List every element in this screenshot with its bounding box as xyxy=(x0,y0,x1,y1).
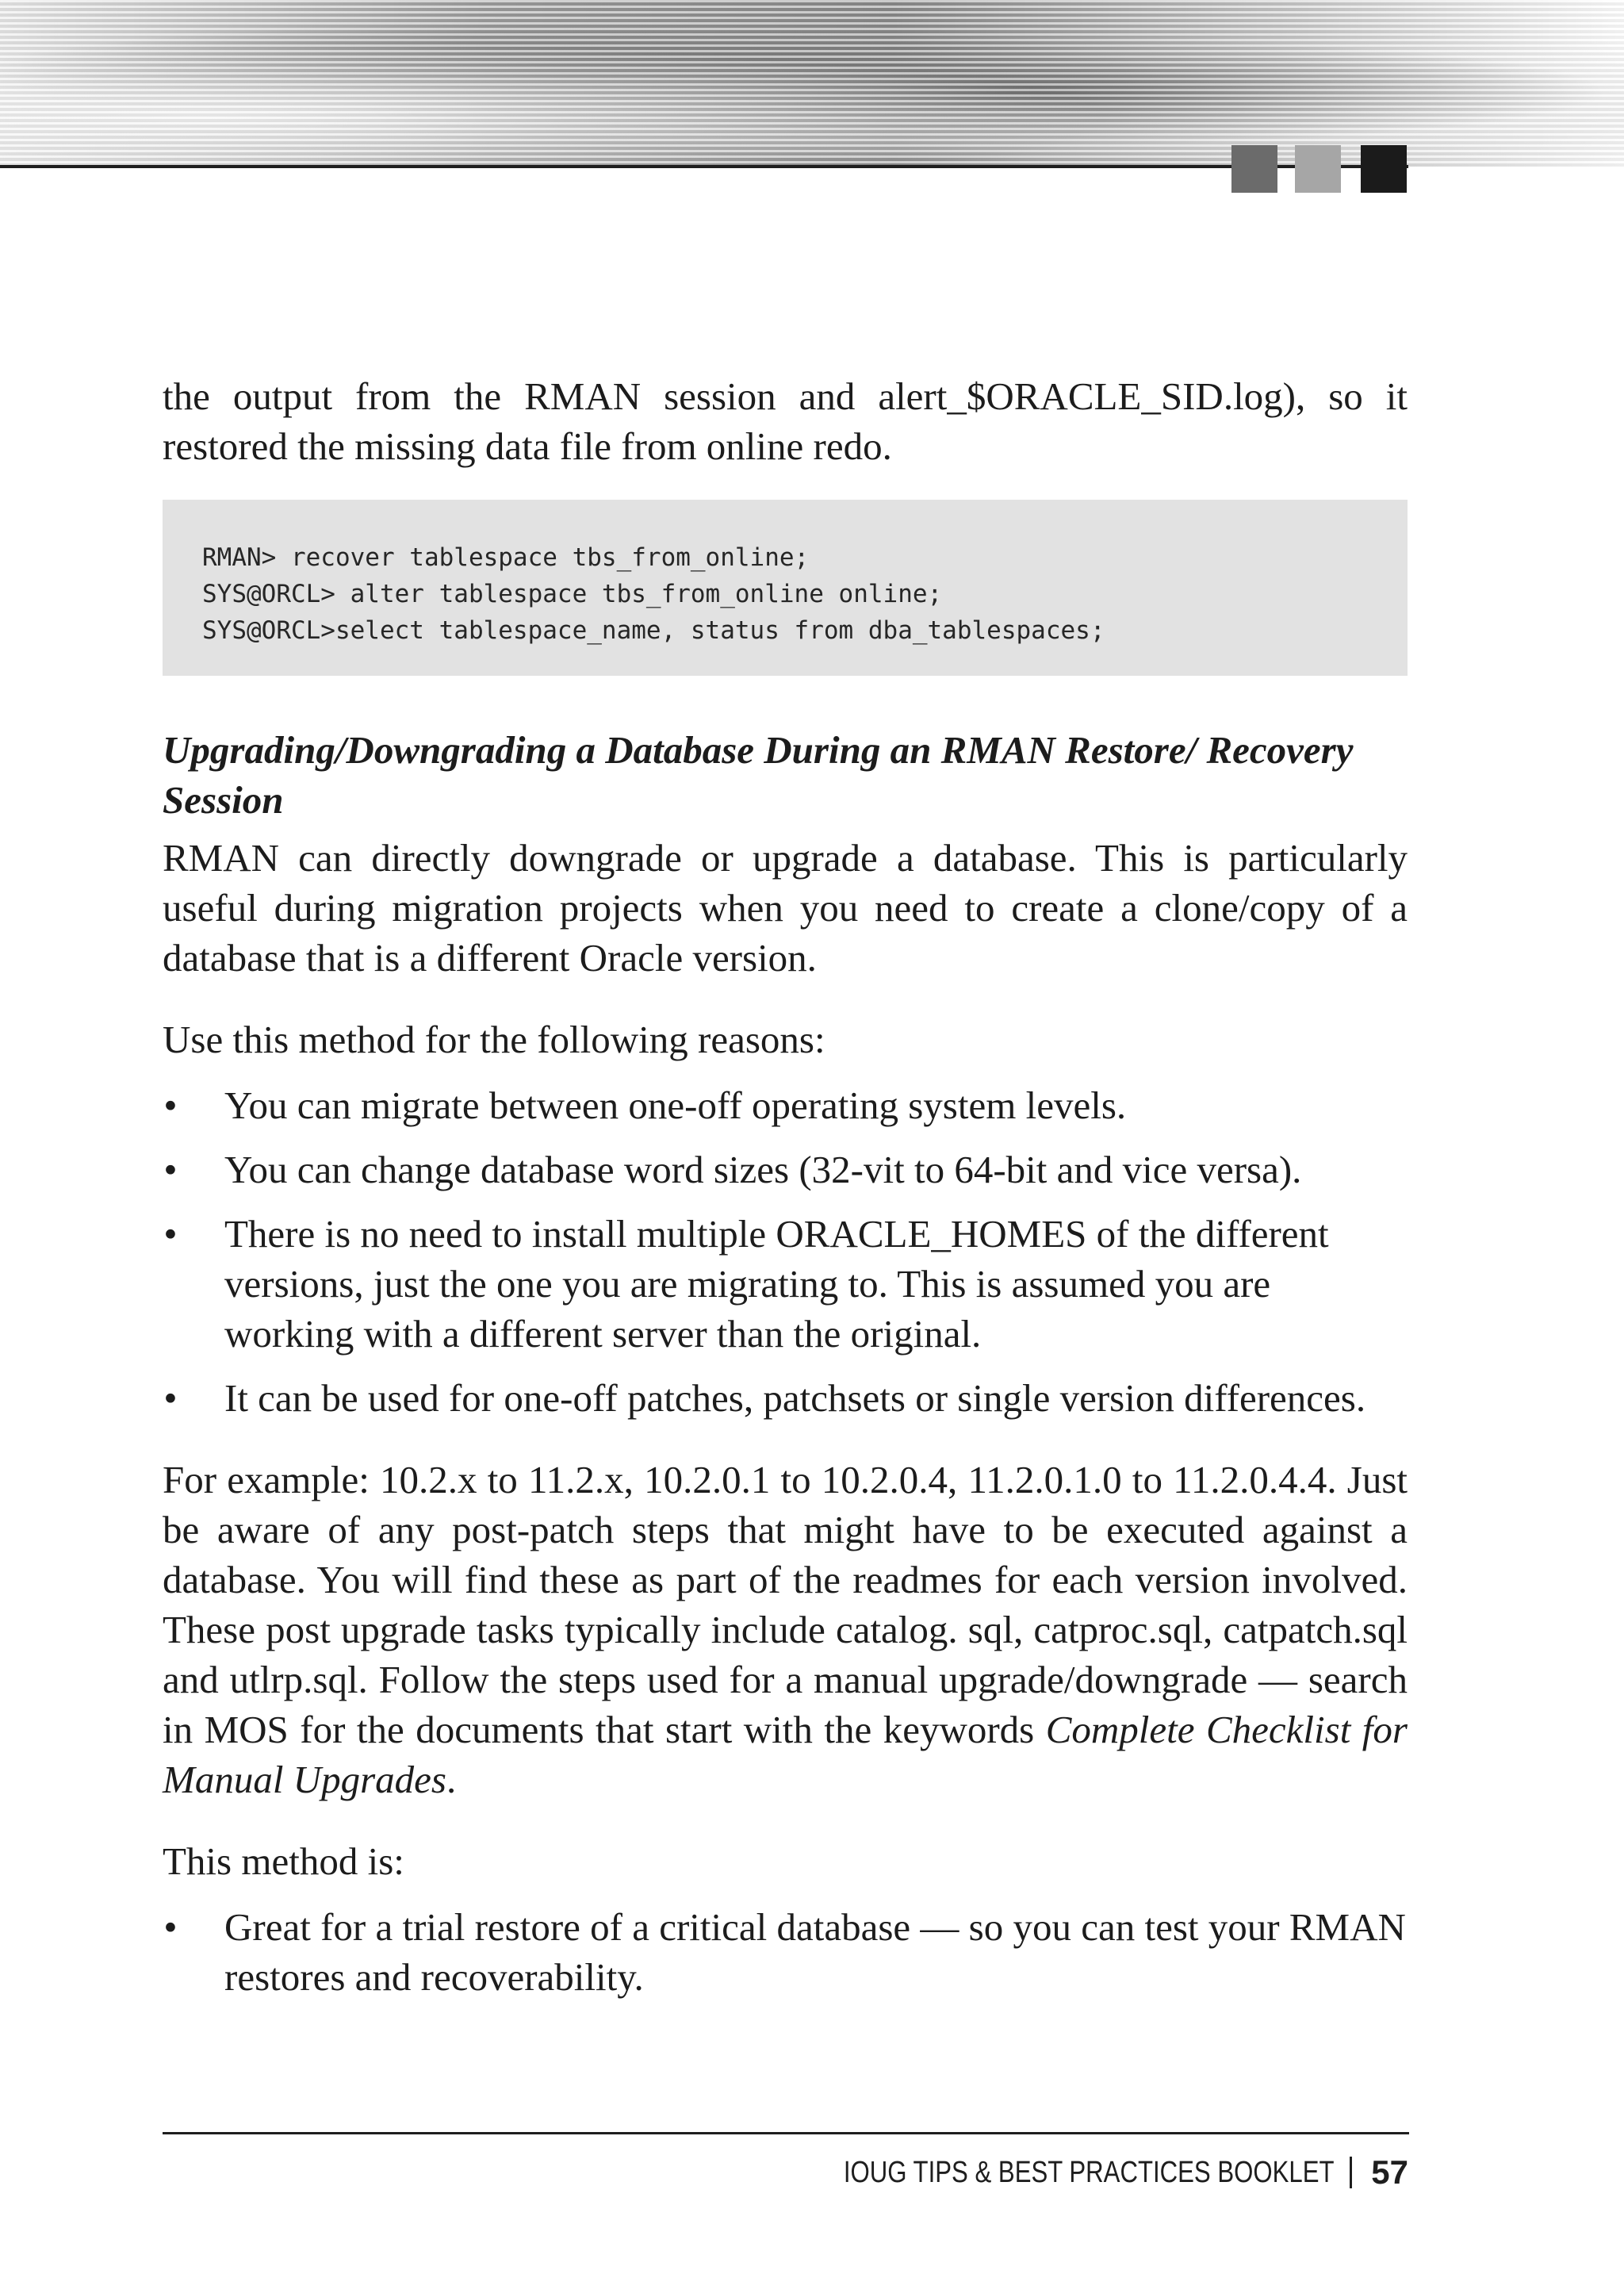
page-number: 57 xyxy=(1371,2153,1408,2191)
code-line: SYS@ORCL>select tablespace_name, status from dba_tablespaces; xyxy=(202,616,1105,645)
section-paragraph: RMAN can directly downgrade or upgrade a database. This is particularly useful during migration projects when you need to create a clone/copy of a database that is a different Oracle version. xyxy=(163,836,1408,980)
bullet-icon xyxy=(163,1373,178,1423)
header-square-dark-gray xyxy=(1231,145,1277,193)
list-item: • There is no need to install multiple ORACLE_HOMES of the different versions, just the one you are migrating to. This is assumed you are working with a different server than the original. xyxy=(163,1209,1408,1359)
bullet-icon xyxy=(163,1145,178,1195)
code-block xyxy=(163,500,1408,676)
page-footer xyxy=(736,2153,1408,2192)
footer-separator xyxy=(1350,2157,1352,2188)
example-paragraph: For example: 10.2.x to 11.2.x, 10.2.0.1 to 10.2.0.4, 11.2.0.1.0 to 11.2.0.4.4. Just be aware of any post-patch steps that might have to be executed against a database. You will find these as part of the readmes for each version involved. These post upgrade tasks typically include catalog. sql, catproc.sql, catpatch.sql and utlrp.sql. Follow the steps used for a manual upgrade/downgrade — search in MOS for the documents that start with the keywords Complete Checklist for Manual Upgrades. xyxy=(163,1458,1408,1801)
list-item: • You can change database word sizes (32-vit to 64-bit and vice versa). xyxy=(163,1145,1408,1195)
list-item: • It can be used for one-off patches, patchsets or single version differences. xyxy=(163,1373,1408,1423)
header-banner xyxy=(0,0,1624,167)
book-title: IOUG TIPS & BEST PRACTICES BOOKLET xyxy=(843,2155,1335,2189)
footer-rule xyxy=(163,2132,1409,2134)
bullet-icon xyxy=(163,1209,178,1259)
intro-paragraph: the output from the RMAN session and alert_$ORACLE_SID.log), so it restored the missing data file from online redo. xyxy=(163,374,1408,468)
header-square-black xyxy=(1361,145,1407,193)
header-rule xyxy=(0,165,1408,168)
keywords-italic: Complete Checklist for Manual Upgrades xyxy=(163,1708,1408,1801)
page-content xyxy=(163,371,1408,2016)
code-line: RMAN> recover tablespace tbs_from_online; xyxy=(202,543,810,572)
bullet-icon xyxy=(163,1080,178,1130)
section-heading: Upgrading/Downgrading a Database During an RMAN Restore/ Recovery Session xyxy=(163,728,1354,822)
list-item: • Great for a trial restore of a critical database — so you can test your RMAN restores and recoverability. xyxy=(163,1902,1408,2002)
method-intro: This method is: xyxy=(163,1839,404,1883)
reasons-list xyxy=(163,1080,1408,1423)
reasons-intro: Use this method for the following reasons: xyxy=(163,1018,825,1061)
bullet-icon xyxy=(163,1902,178,1952)
list-item: • You can migrate between one-off operating system levels. xyxy=(163,1080,1408,1130)
header-square-light-gray xyxy=(1295,145,1341,193)
code-line: SYS@ORCL> alter tablespace tbs_from_online online; xyxy=(202,580,943,608)
method-list xyxy=(163,1902,1408,2002)
